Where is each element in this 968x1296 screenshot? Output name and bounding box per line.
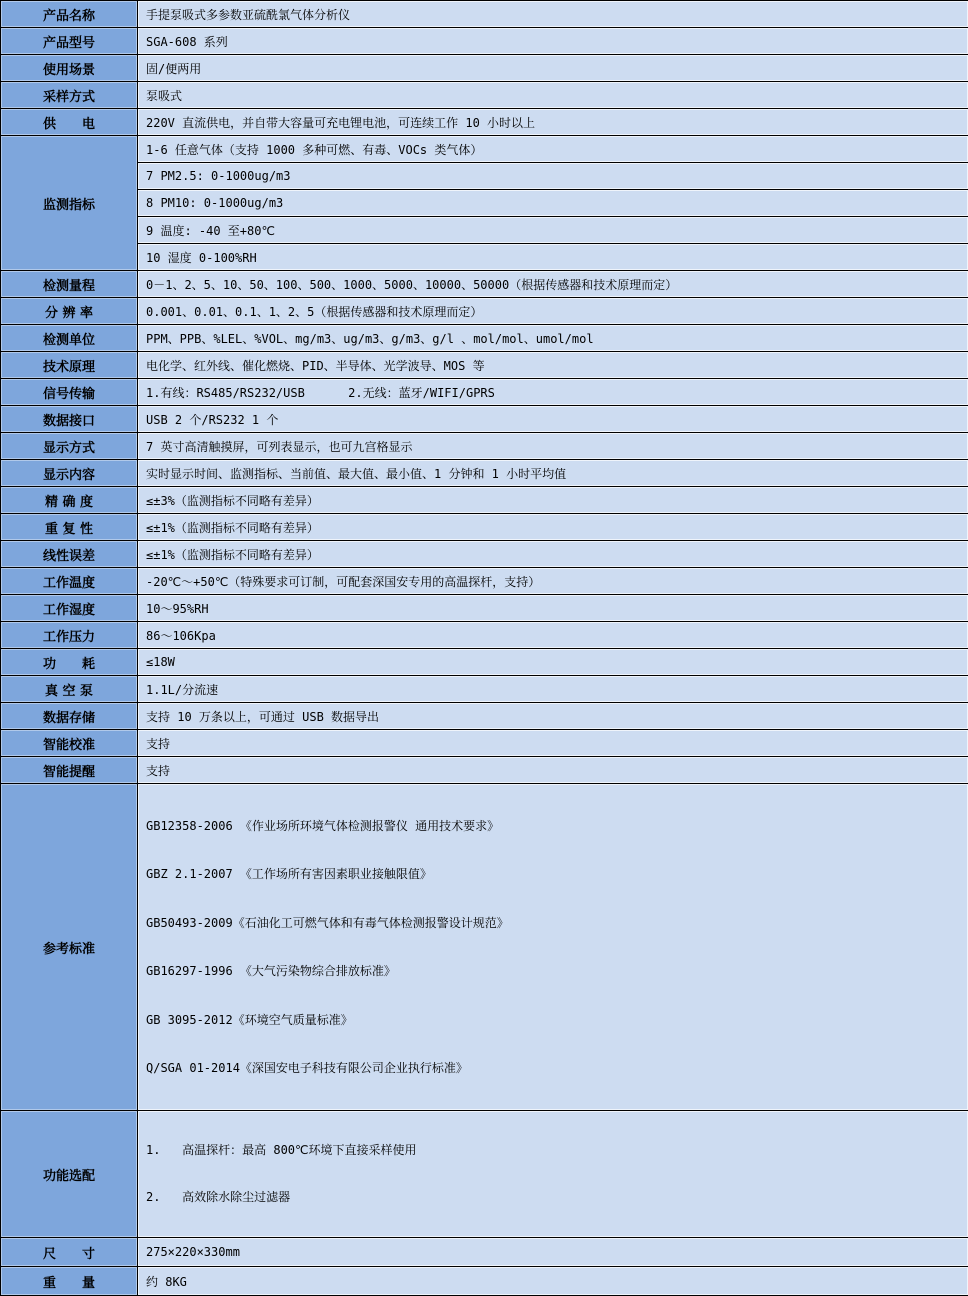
spec-row-monitor-indicator [1,163,968,190]
row-label-cell: 供 电 [1,109,138,136]
row-label-cell: 智能提醒 [1,757,138,784]
spec-row-monitor-indicator [1,244,968,271]
row-value-cell: 支持 [138,730,968,757]
row-label-cell: 重 量 [1,1267,138,1296]
spec-row-monitor-indicator [1,217,968,244]
row-value-cell: 10～95%RH [138,595,968,622]
optional-features-value-cell [138,1111,968,1238]
spec-row-technical-principle [1,352,968,379]
option-line: 2. 高效除水除尘过滤器 [146,1188,962,1207]
standard-line: GB 3095-2012《环境空气质量标准》 [146,1010,962,1030]
reference-standards-label-cell: 参考标准 [1,784,138,1111]
row-label-cell: 重 复 性 [1,514,138,541]
row-label-cell: 工作湿度 [1,595,138,622]
row-value-cell: 9 温度: -40 至+80℃ [138,217,968,244]
row-label-cell: 数据存储 [1,703,138,730]
row-value-cell: 0－1、2、5、10、50、100、500、1000、5000、10000、50000（根据传感器和技术原理而定） [138,271,968,298]
row-value-cell: SGA-608 系列 [138,28,968,55]
row-value-cell: 0.001、0.01、0.1、1、2、5（根据传感器和技术原理而定） [138,298,968,325]
spec-row-product-name [1,1,968,28]
spec-row-repeatability [1,514,968,541]
spec-row-smart-reminder [1,757,968,784]
row-value-cell: 泵吸式 [138,82,968,109]
spec-row-dimensions [1,1238,968,1267]
spec-row-monitor-indicator [1,190,968,217]
row-label-cell: 技术原理 [1,352,138,379]
row-label-cell: 产品名称 [1,1,138,28]
row-label-cell: 检测量程 [1,271,138,298]
optional-features-label-cell: 功能选配 [1,1111,138,1238]
spec-row-vacuum-pump [1,676,968,703]
row-value-cell: 电化学、红外线、催化燃烧、PID、半导体、光学波导、MOS 等 [138,352,968,379]
row-value-cell: PPM、PPB、%LEL、%VOL、mg/m3、ug/m3、g/m3、g/l 、mol/mol、umol/mol [138,325,968,352]
spec-row-power-supply [1,109,968,136]
row-value-cell: 实时显示时间、监测指标、当前值、最大值、最小值、1 分钟和 1 小时平均值 [138,460,968,487]
row-value-cell: 固/便两用 [138,55,968,82]
row-value-cell: 约 8KG [138,1267,968,1296]
row-label-cell: 信号传输 [1,379,138,406]
row-label-cell: 显示内容 [1,460,138,487]
spec-row-model [1,28,968,55]
row-value-cell: 1-6 任意气体（支持 1000 多种可燃、有毒、VOCs 类气体） [138,136,968,163]
row-label-cell: 分 辨 率 [1,298,138,325]
row-value-cell: 7 英寸高清触摸屏，可列表显示，也可九宫格显示 [138,433,968,460]
row-label-cell: 功 耗 [1,649,138,676]
standard-line: GB12358-2006 《作业场所环境气体检测报警仪 通用技术要求》 [146,816,962,836]
row-label-cell: 工作压力 [1,622,138,649]
spec-row-data-storage [1,703,968,730]
standard-line: Q/SGA 01-2014《深国安电子科技有限公司企业执行标准》 [146,1058,962,1078]
standard-line: GB16297-1996 《大气污染物综合排放标准》 [146,961,962,981]
row-label-cell: 检测单位 [1,325,138,352]
spec-row-signal-transmission [1,379,968,406]
reference-standards-value-cell [138,784,968,1111]
spec-row-reference-standards [1,784,968,1111]
spec-row-working-pressure [1,622,968,649]
row-value-cell: 7 PM2.5: 0-1000ug/m3 [138,163,968,190]
spec-row-accuracy [1,487,968,514]
row-label-cell: 线性误差 [1,541,138,568]
spec-row-working-temperature [1,568,968,595]
row-label-cell: 采样方式 [1,82,138,109]
row-label-cell: 数据接口 [1,406,138,433]
spec-row-smart-calibration [1,730,968,757]
row-value-cell: ≤±1%（监测指标不同略有差异） [138,541,968,568]
spec-row-detection-unit [1,325,968,352]
spec-row-working-humidity [1,595,968,622]
option-line: 1. 高温探杆：最高 800℃环境下直接采样使用 [146,1141,962,1160]
row-label-cell: 显示方式 [1,433,138,460]
row-value-cell: 1.有线：RS485/RS232/USB 2.无线：蓝牙/WIFI/GPRS [138,379,968,406]
row-label-cell: 产品型号 [1,28,138,55]
row-value-cell: 支持 [138,757,968,784]
row-value-cell: 275×220×330mm [138,1238,968,1267]
spec-row-resolution [1,298,968,325]
row-value-cell: -20℃～+50℃（特殊要求可订制，可配套深国安专用的高温探杆，支持） [138,568,968,595]
spec-row-optional-features [1,1111,968,1238]
spec-row-power-consumption [1,649,968,676]
spec-row-detection-range [1,271,968,298]
row-value-cell: 10 湿度 0-100%RH [138,244,968,271]
spec-row-display-content [1,460,968,487]
row-label-cell: 真 空 泵 [1,676,138,703]
standard-line: GB50493-2009《石油化工可燃气体和有毒气体检测报警设计规范》 [146,913,962,933]
row-value-cell: 手提泵吸式多参数亚硫酰氯气体分析仪 [138,1,968,28]
spec-row-display-mode [1,433,968,460]
spec-row-linearity-error [1,541,968,568]
spec-row-sampling-method [1,82,968,109]
row-value-cell: ≤±1%（监测指标不同略有差异） [138,514,968,541]
monitor-indicators-label-cell: 监测指标 [1,136,138,271]
row-value-cell: 8 PM10: 0-1000ug/m3 [138,190,968,217]
row-label-cell: 使用场景 [1,55,138,82]
row-label-cell: 工作温度 [1,568,138,595]
row-value-cell: USB 2 个/RS232 1 个 [138,406,968,433]
spec-row-weight [1,1267,968,1296]
row-value-cell: 220V 直流供电，并自带大容量可充电锂电池，可连续工作 10 小时以上 [138,109,968,136]
spec-row-usage-scene [1,55,968,82]
row-label-cell: 精 确 度 [1,487,138,514]
row-value-cell: 86～106Kpa [138,622,968,649]
row-value-cell: ≤18W [138,649,968,676]
row-label-cell: 尺 寸 [1,1238,138,1267]
row-value-cell: 1.1L/分流速 [138,676,968,703]
spec-row-data-interface [1,406,968,433]
row-value-cell: 支持 10 万条以上，可通过 USB 数据导出 [138,703,968,730]
standard-line: GBZ 2.1-2007 《工作场所有害因素职业接触限值》 [146,864,962,884]
spec-row-monitor-indicator [1,136,968,163]
row-label-cell: 智能校准 [1,730,138,757]
row-value-cell: ≤±3%（监测指标不同略有差异） [138,487,968,514]
